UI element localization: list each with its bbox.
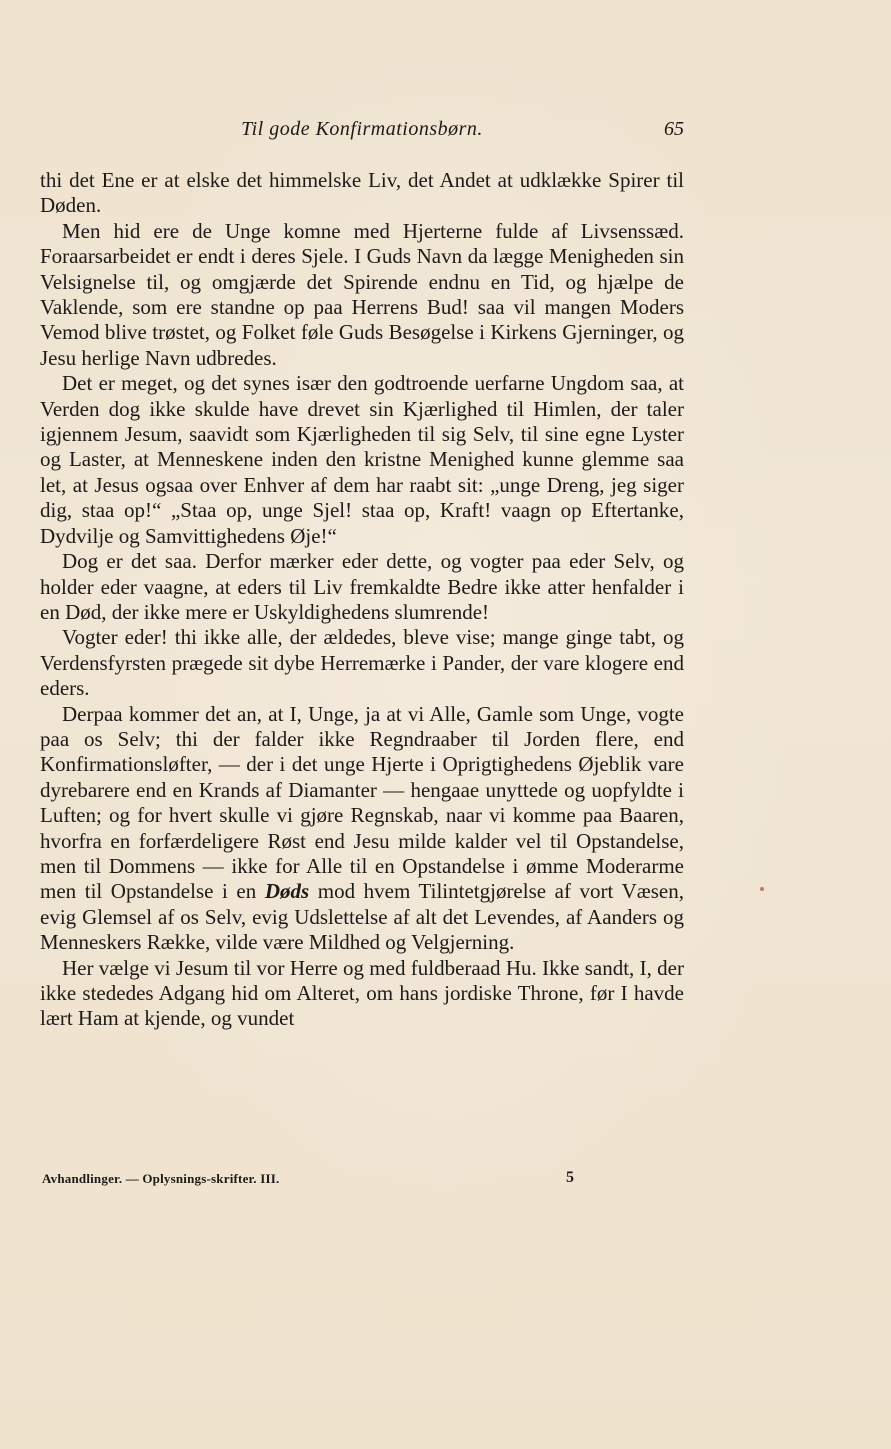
paragraph-2: Men hid ere de Unge komne med Hjerterne fulde af Livsenssæd. Foraarsarbeidet er endt i deres Sjele. I Guds Navn da lægge Menigheden sin Velsignelse til, og omgjærde det Spirende endnu en Tid, og hjælpe de Vaklende, som ere standne op paa Herrens Bud! saa vil mangen Moders Vemod blive trøstet, og Folket føle Guds Besøgelse i Kirkens Gjerninger, og Jesu herlige Navn udbredes.: [40, 218, 684, 370]
footer-series-title: Avhandlinger. — Oplysnings-skrifter. III.: [42, 1171, 280, 1186]
paragraph-5: Vogter eder! thi ikke alle, der ældedes, bleve vise; mange ginge tabt, og Verdensfyrsten prægede sit dybe Herremærke i Pander, der vare klogere end eders.: [40, 625, 684, 701]
page-header: [40, 118, 684, 148]
paragraph-1: thi det Ene er at elske det himmelske Liv, det Andet at udklække Spirer til Døden.: [40, 168, 684, 218]
page-footer: [40, 1171, 684, 1191]
paper-speck: [760, 887, 764, 891]
paragraph-4: Dog er det saa. Derfor mærker eder dette, og vogter paa eder Selv, og holder eder vaagne, at eders til Liv fremkaldte Bedre ikke atter henfalder i en Død, der ikke mere er Uskyldighedens slumrende!: [40, 549, 684, 624]
signature-mark: 5: [566, 1169, 575, 1186]
running-title: Til gode Konfirmationsbørn.: [241, 118, 483, 140]
emphasized-word: Døds: [264, 879, 310, 904]
page-number: 65: [664, 118, 684, 140]
body-text: [40, 168, 684, 1032]
paragraph-7: Her vælge vi Jesum til vor Herre og med fuldberaad Hu. Ikke sandt, I, der ikke stededes Adgang hid om Alteret, om hans jordiske Throne, før I havde lært Ham at kjende, og vundet: [40, 955, 684, 1031]
paragraph-6: [40, 702, 684, 956]
paragraph-6-part-1: Derpaa kommer det an, at I, Unge, ja at vi Alle, Gamle som Unge, vogte paa os Selv; thi der falder ikke Regndraaber til Jorden flere, end Konfirmationsløfter, — der i det unge Hjerte i Oprigtighedens Øjeblik vare dyrebarere end en Krands af Diamanter — hengaae unyttede og uopfyldte i Luften; og for hvert skulle vi gjøre Regnskab, naar vi komme paa Baaren, hvorfra en forfærdeligere Røst end Jesu milde kalder vel til Opstandelse, men til Dommens — ikke for Alle til en Opstandelse i ømme Moderarme men til Opstandelse i en: [40, 701, 684, 904]
paragraph-3: Det er meget, og det synes især den godtroende uerfarne Ungdom saa, at Verden dog ikke skulde have drevet sin Kjærlighed til Himlen, der taler igjennem Jesum, saavidt som Kjærligheden til sig Selv, til sine egne Lyster og Laster, at Menneskene inden den kristne Menighed kunne glemme saa let, at Jesus ogsaa over Enhver af dem har raabt sit: „unge Dreng, jeg siger dig, staa op!“ „Staa op, unge Sjel! staa op, Kraft! vaagn op Eftertanke, Dydvilje og Samvittighedens Øje!“: [40, 371, 684, 548]
paragraph-6-part-2: mod hvem Tilintetgjørelse af vort Væsen, evig Glemsel af os Selv, evig Udslettelse af alt det Levendes, af Aanders og Menneskers Række, vilde være Mildhed og Velgjerning.: [40, 879, 684, 955]
